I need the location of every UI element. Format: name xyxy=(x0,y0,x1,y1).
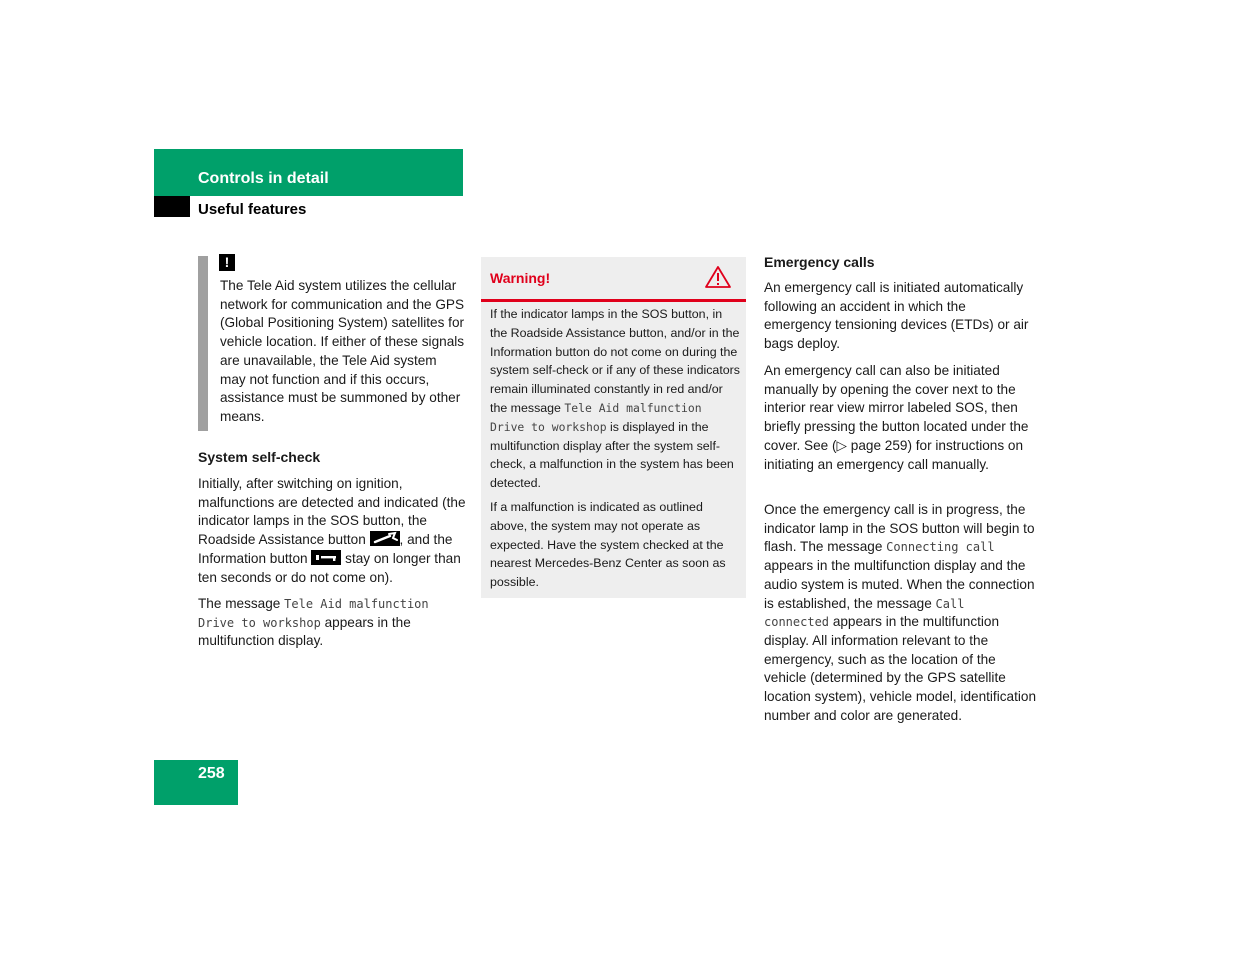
warning-title: Warning! xyxy=(490,270,551,286)
warning-text-b: is displayed in the multifunction display after the system self-check, a malfunction in the system has been detected. xyxy=(490,419,734,491)
warning-paragraph-2: If a malfunction is indicated as outlined above, the system may not operate as expected. Have the system checked at the nearest Mercedes-Benz Center as soon as possible. xyxy=(490,500,726,590)
self-check-text-b: , and the Information button xyxy=(198,532,453,566)
emergency-text-a: Once the emergency call is in progress, the indicator lamp in the SOS button will begin to flash. The message xyxy=(764,502,1035,555)
subsection-title: Useful features xyxy=(198,201,307,218)
notice-sidebar xyxy=(198,256,208,431)
emergency-paragraph-3 xyxy=(764,501,1036,725)
self-check-text-c: stay on longer than ten seconds or do not come on). xyxy=(198,550,461,585)
connecting-call-code: Connecting call xyxy=(886,540,995,555)
emergency-paragraph-2: An emergency call can also be initiated manually by opening the cover next to the interior rear view mirror labeled SOS, then briefly pressing the button located under the cover. See (▷ page 259) for instructions on initiating an emergency call manually. xyxy=(764,363,1029,472)
self-check-heading: System self-check xyxy=(198,449,321,465)
section-title: Controls in detail xyxy=(198,170,329,187)
self-check-text-a: Initially, after switching on ignition, malfunctions are detected and indicated (the indicator lamps in the SOS button, the Roadside Assistance button xyxy=(198,476,466,548)
call-connected-code: Call connected xyxy=(764,596,965,630)
emergency-text-c: appears in the multifunction display. All information relevant to the emergency, such as the location of the vehicle (determined by the GPS satellite location system), vehicle model, identification number and color are generated. xyxy=(764,614,1037,723)
emergency-text-b: appears in the multifunction display and the audio system is muted. When the connection is established, the message xyxy=(764,558,1035,611)
warning-paragraph-1 xyxy=(490,305,740,493)
emergency-heading: Emergency calls xyxy=(764,254,875,270)
info-i-icon xyxy=(311,550,341,565)
subsection-marker xyxy=(154,196,190,217)
warning-triangle-icon xyxy=(704,265,732,294)
self-check-message-paragraph xyxy=(198,595,466,651)
emergency-paragraph-1: An emergency call is initiated automatically following an accident in which the emergency tensioning devices (ETDs) or air bags deploy. xyxy=(764,280,1029,352)
warning-message-code: Tele Aid malfunction Drive to workshop xyxy=(490,400,702,434)
display-message-code: Tele Aid malfunction Drive to workshop xyxy=(198,597,429,630)
wrench-icon xyxy=(370,531,400,546)
self-check-paragraph xyxy=(198,475,466,587)
page-number: 258 xyxy=(198,765,225,782)
self-check-msg-a: The message xyxy=(198,596,281,611)
notice-text: The Tele Aid system utilizes the cellular network for communication and the GPS (Global Positioning System) satellites for vehicle location. If either of these signals are unavailable, the Tele Aid system may not function and if this occurs, assistance must be summoned by other means. xyxy=(220,278,465,424)
self-check-msg-b: appears in the multifunction display. xyxy=(198,614,411,649)
page-number-box xyxy=(154,760,238,805)
warning-text-a: If the indicator lamps in the SOS button, in the Roadside Assistance button, and/or in the Information button do not come on during the system self-check or if any of these indicators remain illuminated constantly in red and/or the message xyxy=(490,307,740,415)
notice-exclamation-icon: ! xyxy=(219,254,235,271)
